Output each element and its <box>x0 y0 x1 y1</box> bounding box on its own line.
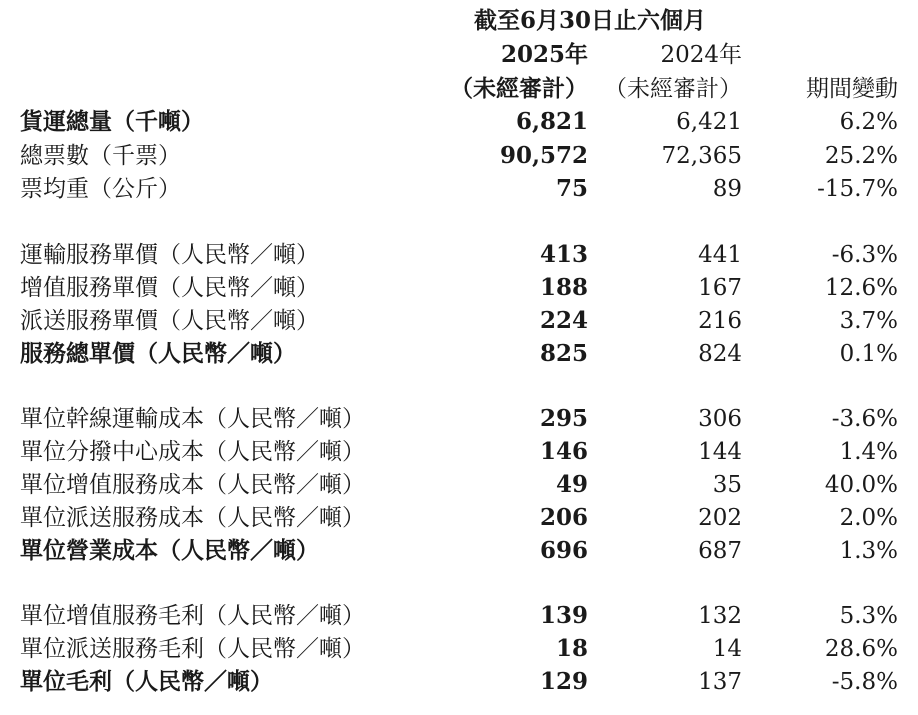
value-2024: 132 <box>698 603 742 629</box>
value-2025: 295 <box>539 405 588 432</box>
value-2024: 137 <box>698 669 742 695</box>
unaudited-2025-label: （未經審計） <box>450 75 588 102</box>
table-row-delivery-unit-gross-profit <box>0 633 918 665</box>
value-2025: 696 <box>539 537 588 564</box>
value-2024: 202 <box>698 505 742 531</box>
row-label: 運輸服務單價（人民幣／噸） <box>20 242 319 268</box>
year-2025-header: 2025年 <box>500 41 588 68</box>
table-row-avg-weight-per-ticket <box>0 173 918 205</box>
value-change: 12.6% <box>824 275 898 301</box>
value-change: 28.6% <box>824 636 898 662</box>
value-2024: 35 <box>712 472 742 498</box>
table-row-trunk-transport-unit-cost <box>0 403 918 435</box>
value-change: 2.0% <box>839 505 898 531</box>
value-change: -6.3% <box>831 242 898 268</box>
table-row-operating-unit-cost <box>0 535 918 567</box>
value-change: 3.7% <box>839 308 898 334</box>
value-2024: 167 <box>698 275 742 301</box>
row-label: 單位幹線運輸成本（人民幣／噸） <box>20 406 365 432</box>
value-change: 1.4% <box>839 439 898 465</box>
value-2025: 224 <box>539 307 588 334</box>
value-2024: 441 <box>698 242 742 268</box>
value-2024: 89 <box>712 176 742 202</box>
value-change: -5.8% <box>831 669 898 695</box>
row-label: 總票數（千票） <box>20 143 181 169</box>
row-label: 增值服務單價（人民幣／噸） <box>20 275 319 301</box>
table-row-sorting-center-unit-cost <box>0 436 918 468</box>
row-label: 單位增值服務毛利（人民幣／噸） <box>20 603 365 629</box>
table-row-unit-gross-profit <box>0 666 918 698</box>
value-2025: 75 <box>555 175 588 202</box>
row-label: 單位增值服務成本（人民幣／噸） <box>20 472 365 498</box>
row-label: 服務總單價（人民幣／噸） <box>20 340 296 367</box>
value-2025: 413 <box>539 241 588 268</box>
table-row-delivery-unit-cost <box>0 502 918 534</box>
value-change: 40.0% <box>824 472 898 498</box>
row-label: 單位分撥中心成本（人民幣／噸） <box>20 439 365 465</box>
table-row-value-added-unit-price <box>0 272 918 304</box>
value-2024: 72,365 <box>661 143 742 169</box>
value-2024: 6,421 <box>676 109 742 135</box>
table-row-total-cargo-volume <box>0 106 918 138</box>
row-label: 單位派送服務毛利（人民幣／噸） <box>20 636 365 662</box>
row-label: 單位毛利（人民幣／噸） <box>20 668 273 695</box>
value-change: -3.6% <box>831 406 898 432</box>
year-2024-header: 2024年 <box>660 42 742 68</box>
table-row-total-tickets <box>0 140 918 172</box>
table-row-total-service-unit-price <box>0 338 918 370</box>
value-2025: 90,572 <box>499 142 588 169</box>
row-label: 單位派送服務成本（人民幣／噸） <box>20 505 365 531</box>
value-change: 5.3% <box>839 603 898 629</box>
value-2025: 6,821 <box>515 108 588 135</box>
period-header: 截至6月30日止六個月 <box>474 7 707 34</box>
value-2025: 146 <box>539 438 588 465</box>
value-2024: 824 <box>698 341 742 367</box>
value-2024: 216 <box>698 308 742 334</box>
table-row-value-added-unit-gross-profit <box>0 600 918 632</box>
value-2024: 144 <box>698 439 742 465</box>
value-2025: 18 <box>555 635 588 662</box>
value-2024: 306 <box>698 406 742 432</box>
table-row-value-added-unit-cost <box>0 469 918 501</box>
row-label: 單位營業成本（人民幣／噸） <box>20 537 319 564</box>
value-2025: 129 <box>539 668 588 695</box>
value-2025: 139 <box>539 602 588 629</box>
value-change: 25.2% <box>824 143 898 169</box>
table-row-transport-unit-price <box>0 239 918 271</box>
row-label: 貨運總量（千噸） <box>20 108 204 135</box>
value-2025: 206 <box>539 504 588 531</box>
value-2024: 14 <box>712 636 742 662</box>
value-change: 1.3% <box>839 538 898 564</box>
value-2025: 825 <box>539 340 588 367</box>
row-label: 派送服務單價（人民幣／噸） <box>20 308 319 334</box>
value-change: 0.1% <box>839 341 898 367</box>
value-change: 6.2% <box>839 109 898 135</box>
change-header: 期間變動 <box>806 76 898 102</box>
row-label: 票均重（公斤） <box>20 176 181 202</box>
unaudited-2024-label: （未經審計） <box>604 76 742 102</box>
value-2025: 49 <box>555 471 588 498</box>
table-row-delivery-unit-price <box>0 305 918 337</box>
value-2024: 687 <box>698 538 742 564</box>
value-2025: 188 <box>539 274 588 301</box>
value-change: -15.7% <box>817 176 898 202</box>
